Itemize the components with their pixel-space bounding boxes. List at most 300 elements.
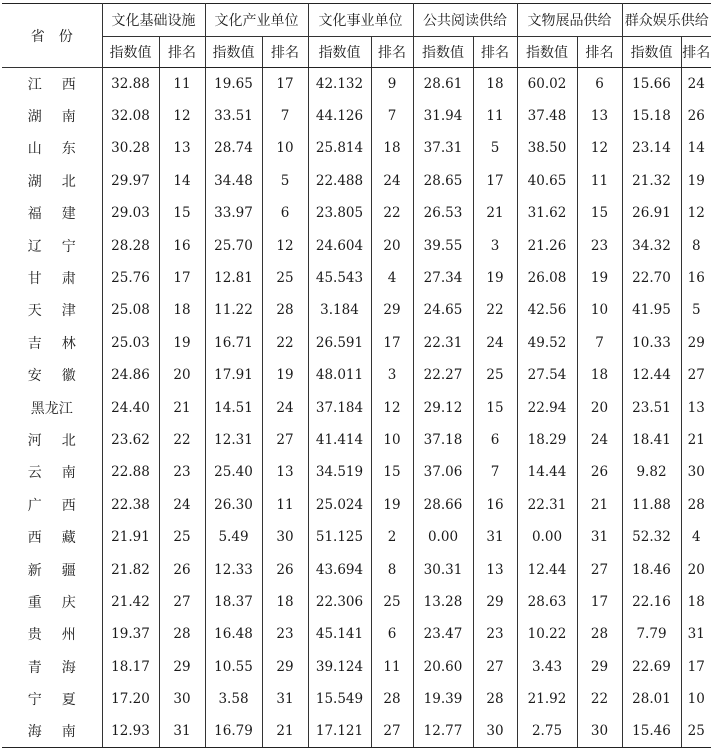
rank-cell: 18 <box>473 68 517 100</box>
index-value-cell: 5.49 <box>205 521 262 553</box>
province-cell <box>2 391 102 423</box>
subheader-row <box>2 37 711 68</box>
index-value-cell: 40.65 <box>517 165 577 197</box>
index-value-cell: 33.97 <box>205 197 262 229</box>
index-value-cell: 19.37 <box>102 618 159 650</box>
province-cell <box>2 683 102 715</box>
index-value-cell: 29.12 <box>413 391 473 423</box>
subheader-index: 指数值 <box>102 37 159 68</box>
province-cell <box>2 132 102 164</box>
index-value-cell: 37.48 <box>517 100 577 132</box>
table-row <box>2 165 711 197</box>
province-cell <box>2 618 102 650</box>
index-value-cell: 22.306 <box>308 586 371 618</box>
index-value-cell: 34.48 <box>205 165 262 197</box>
rank-cell: 18 <box>371 132 413 164</box>
subheader-index: 指数值 <box>622 37 681 68</box>
index-value-cell: 41.414 <box>308 424 371 456</box>
index-value-cell: 20.60 <box>413 651 473 683</box>
index-value-cell: 51.125 <box>308 521 371 553</box>
index-value-cell: 33.51 <box>205 100 262 132</box>
province-cell <box>2 553 102 585</box>
table-row <box>2 294 711 326</box>
table-row <box>2 489 711 521</box>
index-value-cell: 41.95 <box>622 294 681 326</box>
index-value-cell: 37.18 <box>413 424 473 456</box>
rank-cell: 23 <box>473 618 517 650</box>
rank-cell: 29 <box>577 651 622 683</box>
rank-cell: 18 <box>159 294 205 326</box>
group-header-entertainment: 群众娱乐供给 <box>622 4 711 37</box>
index-value-cell: 27.54 <box>517 359 577 391</box>
rank-cell: 5 <box>262 165 308 197</box>
index-value-cell: 37.184 <box>308 391 371 423</box>
table-row <box>2 553 711 585</box>
table-row <box>2 229 711 261</box>
rank-cell: 20 <box>159 359 205 391</box>
province-name: 福建 <box>27 206 76 223</box>
province-name: 宁夏 <box>27 692 76 709</box>
table-body <box>2 68 711 748</box>
province-name: 湖北 <box>27 173 76 190</box>
province-cell <box>2 327 102 359</box>
index-value-cell: 17.20 <box>102 683 159 715</box>
province-cell <box>2 197 102 229</box>
subheader-rank: 排名 <box>262 37 308 68</box>
group-header-industry: 文化产业单位 <box>205 4 308 37</box>
index-value-cell: 52.32 <box>622 521 681 553</box>
rank-cell: 31 <box>159 715 205 747</box>
rank-cell: 30 <box>681 456 711 488</box>
province-cell <box>2 100 102 132</box>
index-value-cell: 3.58 <box>205 683 262 715</box>
index-value-cell: 27.34 <box>413 262 473 294</box>
index-value-cell: 14.44 <box>517 456 577 488</box>
index-value-cell: 18.37 <box>205 586 262 618</box>
province-cell <box>2 456 102 488</box>
province-header: 省 份 <box>2 4 102 68</box>
province-name: 贵州 <box>27 627 76 644</box>
index-value-cell: 10.33 <box>622 327 681 359</box>
rank-cell: 19 <box>577 262 622 294</box>
index-value-cell: 25.76 <box>102 262 159 294</box>
index-value-cell: 24.604 <box>308 229 371 261</box>
index-value-cell: 29.03 <box>102 197 159 229</box>
index-value-cell: 12.81 <box>205 262 262 294</box>
rank-cell: 10 <box>262 132 308 164</box>
index-value-cell: 28.65 <box>413 165 473 197</box>
rank-cell: 5 <box>473 132 517 164</box>
rank-cell: 12 <box>681 197 711 229</box>
rank-cell: 29 <box>473 586 517 618</box>
rank-cell: 22 <box>262 327 308 359</box>
rank-cell: 9 <box>371 68 413 100</box>
index-value-cell: 22.31 <box>517 489 577 521</box>
index-value-cell: 17.91 <box>205 359 262 391</box>
province-cell <box>2 651 102 683</box>
rank-cell: 28 <box>577 618 622 650</box>
rank-cell: 22 <box>159 424 205 456</box>
index-value-cell: 22.31 <box>413 327 473 359</box>
rank-cell: 6 <box>577 68 622 100</box>
rank-cell: 10 <box>371 424 413 456</box>
rank-cell: 17 <box>681 651 711 683</box>
index-value-cell: 25.40 <box>205 456 262 488</box>
index-value-cell: 48.011 <box>308 359 371 391</box>
province-name: 安徽 <box>27 368 76 385</box>
index-value-cell: 45.141 <box>308 618 371 650</box>
rank-cell: 21 <box>473 197 517 229</box>
group-header-public-units: 文化事业单位 <box>308 4 413 37</box>
index-value-cell: 7.79 <box>622 618 681 650</box>
rank-cell: 30 <box>577 715 622 747</box>
table-row <box>2 521 711 553</box>
index-value-cell: 15.549 <box>308 683 371 715</box>
index-value-cell: 32.88 <box>102 68 159 100</box>
index-value-cell: 22.88 <box>102 456 159 488</box>
group-header-reading: 公共阅读供给 <box>413 4 517 37</box>
index-value-cell: 2.75 <box>517 715 577 747</box>
rank-cell: 26 <box>262 553 308 585</box>
index-value-cell: 28.66 <box>413 489 473 521</box>
rank-cell: 17 <box>262 68 308 100</box>
rank-cell: 22 <box>577 683 622 715</box>
index-value-cell: 16.71 <box>205 327 262 359</box>
rank-cell: 10 <box>681 683 711 715</box>
index-value-cell: 22.16 <box>622 586 681 618</box>
subheader-index: 指数值 <box>413 37 473 68</box>
rank-cell: 28 <box>262 294 308 326</box>
group-header-facilities: 文化基础设施 <box>102 4 205 37</box>
index-value-cell: 14.51 <box>205 391 262 423</box>
rank-cell: 27 <box>371 715 413 747</box>
province-cell <box>2 262 102 294</box>
province-name: 河北 <box>27 432 76 449</box>
subheader-index: 指数值 <box>308 37 371 68</box>
index-value-cell: 45.543 <box>308 262 371 294</box>
table-row <box>2 456 711 488</box>
index-value-cell: 37.06 <box>413 456 473 488</box>
index-value-cell: 30.31 <box>413 553 473 585</box>
index-value-cell: 37.31 <box>413 132 473 164</box>
rank-cell: 17 <box>577 586 622 618</box>
rank-cell: 25 <box>262 262 308 294</box>
index-value-cell: 18.46 <box>622 553 681 585</box>
index-value-cell: 11.88 <box>622 489 681 521</box>
rank-cell: 19 <box>681 165 711 197</box>
province-name: 江西 <box>27 76 76 93</box>
index-value-cell: 9.82 <box>622 456 681 488</box>
rank-cell: 31 <box>262 683 308 715</box>
rank-cell: 21 <box>262 715 308 747</box>
index-value-cell: 12.44 <box>622 359 681 391</box>
index-value-cell: 24.65 <box>413 294 473 326</box>
index-value-cell: 11.22 <box>205 294 262 326</box>
rank-cell: 13 <box>159 132 205 164</box>
rank-cell: 29 <box>159 651 205 683</box>
province-name: 云南 <box>27 465 76 482</box>
rank-cell: 21 <box>681 424 711 456</box>
rank-cell: 17 <box>371 327 413 359</box>
rank-cell: 21 <box>577 489 622 521</box>
province-name: 辽宁 <box>27 238 76 255</box>
index-value-cell: 12.33 <box>205 553 262 585</box>
rank-cell: 25 <box>159 521 205 553</box>
rank-cell: 24 <box>371 165 413 197</box>
index-value-cell: 10.55 <box>205 651 262 683</box>
rank-cell: 11 <box>262 489 308 521</box>
index-value-cell: 17.121 <box>308 715 371 747</box>
index-value-cell: 23.805 <box>308 197 371 229</box>
index-value-cell: 25.70 <box>205 229 262 261</box>
index-value-cell: 28.28 <box>102 229 159 261</box>
rank-cell: 8 <box>681 229 711 261</box>
rank-cell: 7 <box>577 327 622 359</box>
index-value-cell: 18.41 <box>622 424 681 456</box>
subheader-rank: 排名 <box>681 37 711 68</box>
rank-cell: 17 <box>473 165 517 197</box>
rank-cell: 31 <box>473 521 517 553</box>
rank-cell: 25 <box>371 586 413 618</box>
rank-cell: 25 <box>681 715 711 747</box>
rank-cell: 3 <box>473 229 517 261</box>
rank-cell: 14 <box>681 132 711 164</box>
rank-cell: 21 <box>159 391 205 423</box>
index-value-cell: 22.488 <box>308 165 371 197</box>
index-value-cell: 42.132 <box>308 68 371 100</box>
table-row <box>2 715 711 747</box>
rank-cell: 30 <box>262 521 308 553</box>
index-value-cell: 39.55 <box>413 229 473 261</box>
rank-cell: 28 <box>681 489 711 521</box>
subheader-rank: 排名 <box>371 37 413 68</box>
rank-cell: 30 <box>473 715 517 747</box>
rank-cell: 15 <box>159 197 205 229</box>
rank-cell: 16 <box>681 262 711 294</box>
rank-cell: 17 <box>159 262 205 294</box>
province-culture-index-table <box>2 3 711 748</box>
table-row <box>2 327 711 359</box>
index-value-cell: 24.40 <box>102 391 159 423</box>
rank-cell: 11 <box>371 651 413 683</box>
rank-cell: 7 <box>473 456 517 488</box>
province-cell <box>2 294 102 326</box>
index-value-cell: 31.94 <box>413 100 473 132</box>
rank-cell: 29 <box>262 651 308 683</box>
index-value-cell: 23.14 <box>622 132 681 164</box>
subheader-index: 指数值 <box>517 37 577 68</box>
index-value-cell: 12.44 <box>517 553 577 585</box>
rank-cell: 10 <box>577 294 622 326</box>
index-value-cell: 22.38 <box>102 489 159 521</box>
index-value-cell: 12.93 <box>102 715 159 747</box>
rank-cell: 12 <box>371 391 413 423</box>
rank-cell: 13 <box>577 100 622 132</box>
rank-cell: 13 <box>473 553 517 585</box>
rank-cell: 24 <box>473 327 517 359</box>
index-value-cell: 43.694 <box>308 553 371 585</box>
table-row <box>2 132 711 164</box>
rank-cell: 28 <box>159 618 205 650</box>
subheader-rank: 排名 <box>577 37 622 68</box>
rank-cell: 16 <box>473 489 517 521</box>
index-value-cell: 21.26 <box>517 229 577 261</box>
index-value-cell: 32.08 <box>102 100 159 132</box>
index-value-cell: 15.46 <box>622 715 681 747</box>
province-name: 甘肃 <box>27 271 76 288</box>
province-name: 重庆 <box>27 594 76 611</box>
rank-cell: 23 <box>577 229 622 261</box>
index-value-cell: 15.66 <box>622 68 681 100</box>
rank-cell: 19 <box>262 359 308 391</box>
province-name: 山东 <box>27 141 76 158</box>
index-value-cell: 39.124 <box>308 651 371 683</box>
rank-cell: 12 <box>159 100 205 132</box>
subheader-index: 指数值 <box>205 37 262 68</box>
index-value-cell: 18.17 <box>102 651 159 683</box>
rank-cell: 27 <box>159 586 205 618</box>
index-value-cell: 12.31 <box>205 424 262 456</box>
table-row <box>2 618 711 650</box>
index-value-cell: 28.61 <box>413 68 473 100</box>
index-value-cell: 30.28 <box>102 132 159 164</box>
index-value-cell: 3.184 <box>308 294 371 326</box>
rank-cell: 23 <box>262 618 308 650</box>
rank-cell: 7 <box>262 100 308 132</box>
province-cell <box>2 715 102 747</box>
province-name: 海南 <box>27 724 76 741</box>
rank-cell: 2 <box>371 521 413 553</box>
table-row <box>2 651 711 683</box>
table-row <box>2 683 711 715</box>
index-value-cell: 26.53 <box>413 197 473 229</box>
rank-cell: 20 <box>371 229 413 261</box>
rank-cell: 19 <box>371 489 413 521</box>
rank-cell: 28 <box>473 683 517 715</box>
rank-cell: 26 <box>159 553 205 585</box>
rank-cell: 19 <box>159 327 205 359</box>
index-value-cell: 44.126 <box>308 100 371 132</box>
rank-cell: 31 <box>681 618 711 650</box>
index-value-cell: 0.00 <box>413 521 473 553</box>
index-value-cell: 25.024 <box>308 489 371 521</box>
province-cell <box>2 165 102 197</box>
province-name: 青海 <box>27 659 76 676</box>
rank-cell: 27 <box>473 651 517 683</box>
rank-cell: 13 <box>681 391 711 423</box>
subheader-rank: 排名 <box>159 37 205 68</box>
index-value-cell: 28.63 <box>517 586 577 618</box>
rank-cell: 20 <box>577 391 622 423</box>
rank-cell: 8 <box>371 553 413 585</box>
rank-cell: 22 <box>371 197 413 229</box>
province-name: 黑龙江 <box>30 400 73 417</box>
table-row <box>2 391 711 423</box>
province-cell <box>2 424 102 456</box>
rank-cell: 12 <box>262 229 308 261</box>
rank-cell: 24 <box>262 391 308 423</box>
table-row <box>2 586 711 618</box>
index-value-cell: 16.79 <box>205 715 262 747</box>
province-cell <box>2 489 102 521</box>
rank-cell: 15 <box>577 197 622 229</box>
table-row <box>2 68 711 100</box>
province-name: 新疆 <box>27 562 76 579</box>
province-cell <box>2 359 102 391</box>
province-cell <box>2 68 102 100</box>
rank-cell: 22 <box>473 294 517 326</box>
index-value-cell: 19.65 <box>205 68 262 100</box>
province-cell <box>2 229 102 261</box>
rank-cell: 15 <box>371 456 413 488</box>
rank-cell: 11 <box>473 100 517 132</box>
index-value-cell: 26.91 <box>622 197 681 229</box>
rank-cell: 3 <box>371 359 413 391</box>
rank-cell: 6 <box>262 197 308 229</box>
index-value-cell: 26.08 <box>517 262 577 294</box>
rank-cell: 27 <box>262 424 308 456</box>
table-row <box>2 359 711 391</box>
province-cell <box>2 586 102 618</box>
rank-cell: 29 <box>371 294 413 326</box>
province-cell <box>2 521 102 553</box>
province-name: 广西 <box>27 497 76 514</box>
rank-cell: 5 <box>681 294 711 326</box>
index-value-cell: 13.28 <box>413 586 473 618</box>
rank-cell: 29 <box>681 327 711 359</box>
index-value-cell: 10.22 <box>517 618 577 650</box>
rank-cell: 13 <box>262 456 308 488</box>
index-value-cell: 22.69 <box>622 651 681 683</box>
table-row <box>2 424 711 456</box>
index-value-cell: 28.74 <box>205 132 262 164</box>
index-value-cell: 38.50 <box>517 132 577 164</box>
index-value-cell: 60.02 <box>517 68 577 100</box>
rank-cell: 30 <box>159 683 205 715</box>
rank-cell: 4 <box>681 521 711 553</box>
index-value-cell: 23.51 <box>622 391 681 423</box>
rank-cell: 24 <box>681 68 711 100</box>
rank-cell: 27 <box>577 553 622 585</box>
rank-cell: 26 <box>681 100 711 132</box>
rank-cell: 25 <box>473 359 517 391</box>
index-value-cell: 22.70 <box>622 262 681 294</box>
rank-cell: 14 <box>159 165 205 197</box>
rank-cell: 20 <box>681 553 711 585</box>
rank-cell: 6 <box>473 424 517 456</box>
table-row <box>2 197 711 229</box>
index-value-cell: 21.82 <box>102 553 159 585</box>
rank-cell: 28 <box>371 683 413 715</box>
index-value-cell: 19.39 <box>413 683 473 715</box>
index-value-cell: 18.29 <box>517 424 577 456</box>
rank-cell: 16 <box>159 229 205 261</box>
rank-cell: 11 <box>577 165 622 197</box>
index-value-cell: 23.47 <box>413 618 473 650</box>
index-value-cell: 21.42 <box>102 586 159 618</box>
province-name: 吉林 <box>27 335 76 352</box>
index-value-cell: 26.30 <box>205 489 262 521</box>
rank-cell: 4 <box>371 262 413 294</box>
index-value-cell: 21.92 <box>517 683 577 715</box>
index-value-cell: 15.18 <box>622 100 681 132</box>
index-value-cell: 29.97 <box>102 165 159 197</box>
rank-cell: 6 <box>371 618 413 650</box>
rank-cell: 11 <box>159 68 205 100</box>
index-value-cell: 25.03 <box>102 327 159 359</box>
province-name: 天津 <box>27 303 76 320</box>
index-value-cell: 26.591 <box>308 327 371 359</box>
